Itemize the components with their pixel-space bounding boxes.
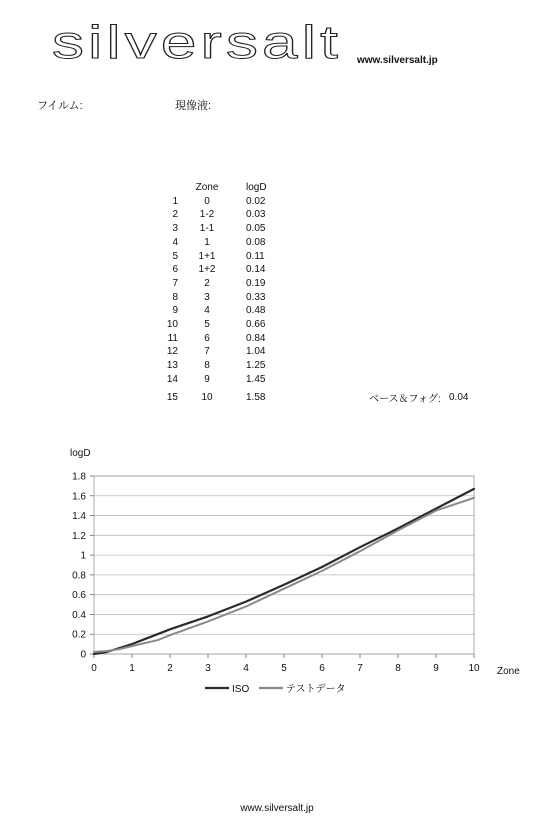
row-zone: 0 bbox=[204, 195, 210, 207]
x-tick-label: 7 bbox=[357, 663, 363, 674]
row-logd: 1.25 bbox=[246, 360, 266, 372]
x-tick-label: 6 bbox=[319, 663, 325, 674]
y-tick-label: 0.4 bbox=[72, 609, 86, 621]
row-zone: 1 bbox=[204, 236, 210, 248]
row-zone: 5 bbox=[204, 319, 210, 331]
row-number: 3 bbox=[172, 223, 178, 235]
x-tick-label: 3 bbox=[205, 663, 211, 674]
x-tick-label: 5 bbox=[281, 663, 287, 674]
row-number: 1 bbox=[172, 195, 178, 207]
row-logd: 1.45 bbox=[246, 373, 266, 385]
chart-grid bbox=[90, 476, 474, 658]
y-tick-label: 1.4 bbox=[72, 511, 86, 523]
y-tick-label: 0.8 bbox=[72, 570, 86, 582]
chart-series bbox=[94, 489, 474, 654]
developer-label: 現像液: bbox=[175, 100, 212, 112]
table-row bbox=[154, 277, 282, 291]
row-zone: 6 bbox=[204, 332, 210, 344]
footer-url: www.silversalt.jp bbox=[240, 803, 314, 814]
y-axis-label: logD bbox=[70, 448, 91, 459]
row-number: 9 bbox=[172, 305, 178, 317]
row-logd: 0.11 bbox=[246, 250, 265, 262]
row-logd: 0.19 bbox=[246, 277, 266, 289]
row-number: 15 bbox=[166, 391, 178, 403]
table-row bbox=[154, 208, 282, 222]
x-tick-label: 1 bbox=[129, 663, 135, 674]
table-row bbox=[154, 373, 282, 387]
table-row bbox=[154, 291, 282, 305]
y-tick-label: 0.2 bbox=[72, 629, 86, 641]
row-zone: 7 bbox=[204, 346, 210, 358]
row-logd: 0.14 bbox=[246, 264, 266, 276]
table-row bbox=[154, 345, 282, 359]
table-row bbox=[154, 387, 282, 405]
row-zone: 2 bbox=[204, 277, 210, 289]
row-number: 12 bbox=[166, 346, 178, 358]
row-number: 13 bbox=[166, 360, 178, 372]
table-row bbox=[154, 250, 282, 264]
table-row bbox=[154, 195, 282, 209]
chart-legend bbox=[205, 683, 346, 695]
row-zone: 8 bbox=[204, 360, 210, 372]
x-tick-label: 9 bbox=[433, 663, 439, 674]
row-number: 10 bbox=[166, 319, 178, 331]
row-zone: 9 bbox=[204, 373, 210, 385]
film-label: フイルム: bbox=[37, 100, 83, 112]
row-number: 14 bbox=[166, 373, 178, 385]
row-zone: 1-1 bbox=[199, 223, 215, 235]
row-logd: 0.03 bbox=[246, 209, 266, 221]
row-logd: 1.04 bbox=[246, 346, 266, 358]
y-tick-label: 0.6 bbox=[72, 590, 86, 602]
row-number: 8 bbox=[172, 291, 178, 303]
table-row bbox=[154, 359, 282, 373]
table-header-row bbox=[154, 181, 282, 195]
row-logd: 0.48 bbox=[246, 305, 266, 317]
header-logd: logD bbox=[246, 182, 267, 193]
row-zone: 1+1 bbox=[198, 250, 216, 262]
zone-logd-table bbox=[154, 181, 282, 404]
row-logd: 0.84 bbox=[246, 332, 266, 344]
x-tick-label: 10 bbox=[468, 663, 480, 674]
silversalt-logo bbox=[52, 18, 352, 70]
table-row bbox=[154, 332, 282, 346]
series-line-iso bbox=[94, 489, 474, 654]
row-number: 6 bbox=[172, 264, 178, 276]
row-number: 5 bbox=[172, 250, 178, 262]
y-ticks bbox=[72, 472, 86, 661]
row-number: 7 bbox=[172, 277, 178, 289]
y-tick-label: 1 bbox=[80, 550, 86, 562]
base-fog-label: ベース＆フォグ: bbox=[369, 394, 441, 405]
legend-label: ISO bbox=[232, 684, 250, 695]
row-number: 11 bbox=[167, 332, 178, 344]
x-ticks bbox=[91, 663, 480, 674]
row-logd: 0.66 bbox=[246, 319, 266, 331]
row-zone: 1+2 bbox=[198, 264, 216, 276]
table-row bbox=[154, 304, 282, 318]
legend-label: テストデータ bbox=[286, 684, 346, 695]
row-zone: 1-2 bbox=[199, 209, 215, 221]
logo-wordmark: silversalt bbox=[52, 18, 342, 68]
base-fog-value: 0.04 bbox=[449, 392, 469, 403]
row-logd: 1.58 bbox=[246, 391, 266, 403]
y-tick-label: 1.6 bbox=[72, 491, 86, 503]
x-axis-label: Zone bbox=[497, 666, 520, 677]
x-tick-label: 2 bbox=[167, 663, 173, 674]
characteristic-curve-chart bbox=[0, 440, 554, 710]
row-logd: 0.33 bbox=[246, 291, 266, 303]
row-logd: 0.08 bbox=[246, 236, 266, 248]
row-logd: 0.05 bbox=[246, 223, 266, 235]
table-row bbox=[154, 263, 282, 277]
y-tick-label: 1.2 bbox=[72, 530, 86, 542]
x-tick-label: 8 bbox=[395, 663, 401, 674]
row-number: 2 bbox=[172, 209, 178, 221]
table-row bbox=[154, 222, 282, 236]
plot-frame bbox=[94, 476, 474, 654]
x-tick-label: 0 bbox=[91, 663, 97, 674]
x-tick-label: 4 bbox=[243, 663, 249, 674]
row-logd: 0.02 bbox=[246, 195, 266, 207]
table-row bbox=[154, 318, 282, 332]
row-number: 4 bbox=[172, 236, 178, 248]
header-zone: Zone bbox=[195, 182, 219, 193]
header-url: www.silversalt.jp bbox=[357, 55, 438, 66]
y-tick-label: 1.8 bbox=[72, 471, 86, 483]
y-tick-label: 0 bbox=[80, 649, 86, 661]
row-zone: 4 bbox=[204, 305, 210, 317]
row-zone: 3 bbox=[204, 291, 210, 303]
table-row bbox=[154, 236, 282, 250]
row-zone: 10 bbox=[201, 391, 213, 403]
